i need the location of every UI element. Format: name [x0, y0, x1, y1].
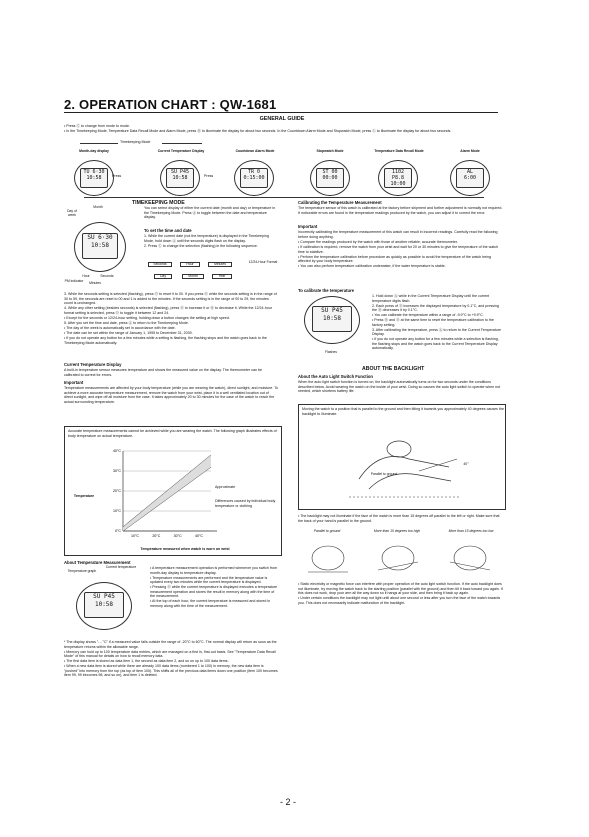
set-time-heading: To set the time and date	[144, 228, 192, 233]
more-step: 4. While any other setting (besides seconds) is selected (flashing), press Ⓓ to increase it or Ⓑ to decrease it. While the 12/24-hour format setting is selected, press Ⓓ to toggle it between 12 and 24.	[64, 306, 272, 315]
important-text: Temperature measurements are affected by your body temperature (while you are wearing the watch), direct sunlight, and moisture. To achieve a more accurate temperature measurement, remove the watch from your wrist, place it in a well ventilated location out of direct sunlight, and wipe off all moisture from the case. It takes approximately 20 to 30 minutes for the case of the watch to reach the actual surrounding temperature.	[64, 386, 279, 404]
measurement-note: * The display shows "- - °C" if a measured value falls outside the range of -20°C to 60°C. The normal display will return as soon as the temperature returns within the allowable range.	[64, 640, 277, 649]
graph-ylabel: Temperature	[73, 494, 95, 498]
press-label: Press	[204, 174, 214, 178]
figure-too-high-line	[378, 562, 418, 570]
calibrate-procedure-heading: To calibrate the temperature	[298, 288, 355, 293]
calibrating-important-heading: Important	[298, 224, 318, 229]
figure-parallel	[312, 546, 344, 570]
measurement-bullet: • Pressing Ⓓ while the current temperature is displayed executes a temperature measurement operation and stores the result in memory along with the time of the measurement.	[150, 585, 278, 599]
page-number: - 2 -	[280, 797, 297, 807]
watch-display	[240, 168, 268, 188]
lcd-bottom: 10:00	[390, 181, 406, 187]
more-step: • The date can be set within the range of January 1, 1995 to December 31, 2039.	[64, 330, 193, 335]
seq-day: Day	[154, 274, 172, 279]
timekeeping-bracket-label: Timekeeping Mode	[120, 140, 151, 144]
set-step: 1. While the current date (not the temperature) is displayed in the Timekeeping Mode, hold down Ⓐ until the seconds digits flash on the display.	[144, 234, 269, 243]
label-day-of-week: Day of week	[67, 209, 77, 217]
graph-caption: Temperature measured when watch is worn on wrist	[140, 547, 230, 551]
angle-label: 40°	[463, 462, 469, 466]
graph-x-tick: 20°C	[152, 534, 161, 538]
mode-label-countdown: Countdown Alarm Mode	[235, 149, 275, 153]
label-temperature-graph: Temperature graph	[67, 569, 97, 573]
backlight-bullet: • Under certain conditions the backlight may not light until about one second or less after you turn the face of the watch towards you. This does not necessarily indicate malfunction of the backlight.	[298, 596, 501, 605]
watch-display	[80, 168, 108, 188]
flashes-label: Flashes	[325, 350, 337, 354]
graph-band	[123, 455, 211, 531]
current-temp-text: A built-in temperature sensor measures temperature and shows the measured value on the display. The thermometer can be calibrated to correct for errors.	[64, 368, 263, 377]
calibrate-step: 2. Each press of Ⓓ increases the displayed temperature by 0.1°C, and pressing the Ⓑ decreases it by 0.1°C.	[372, 303, 499, 313]
calibrate-step: • If you do not operate any button for a few minutes while a selection is flashing, the flashing stops and the watch goes back to the Current Temperature Display automatically.	[372, 337, 499, 351]
important-heading: Important	[64, 380, 84, 385]
more-step: 3. While the seconds setting is selected (flashing), press Ⓓ to reset it to 00. If you press Ⓓ while the seconds setting is in the range of 30 to 59, the seconds are reset to 00 and 1 is added to the minutes. If the seconds setting is in the range of 00 to 29, the minutes count is unchanged.	[64, 292, 277, 305]
label-month: Month	[93, 205, 103, 209]
lcd-top: ST 00	[322, 169, 338, 175]
lcd-bottom: 10:58	[172, 175, 188, 181]
more-step: 5. After you set the time and date, press Ⓐ to return to the Timekeeping Mode.	[64, 320, 189, 325]
calibrating-bullets	[298, 240, 504, 269]
lcd-bottom: 6:00	[463, 175, 477, 181]
graph-x-tick: 10°C	[130, 534, 140, 538]
more-step: • If you do not operate any button for a few minutes while a setting is flashing, the flashing stops and the watch goes back to the Timekeeping Mode automatically.	[64, 336, 267, 345]
more-step: • The day of the week is automatically set in accordance with the date.	[64, 325, 176, 330]
graph-y-tick: 0°C	[114, 529, 121, 534]
backlight-note: • The backlight may not illuminate if the face of the watch is more than 15 degrees off parallel to the left or right. Make sure that the back of your hand is parallel to the ground.	[298, 514, 500, 523]
backlight-bullets	[298, 582, 504, 606]
calibrate-step: 1. Hold down Ⓐ while in the Current Temperature Display until the current temperature digits flash.	[372, 294, 490, 303]
seq-minutes: Minutes	[208, 262, 232, 267]
graph-y-tick: 10°C	[112, 509, 121, 514]
more-step: • Except for the seconds or 12/24-hour setting, holding down a button changes the setting at high speed.	[64, 315, 230, 320]
figure-too-low	[454, 546, 486, 570]
angle-figures	[298, 530, 504, 578]
fig-label-too-high: More than 15 degrees too high	[373, 529, 421, 533]
measurement-bullet: • At the top of each hour, the current temperature is measured and stored in memory along with the time of the measurement.	[150, 599, 271, 608]
calibrating-bullet: • Perform the temperature calibration before procedure as quickly as possible to avoid the temperature of the watch being affected by your body temperature.	[298, 254, 492, 264]
lcd-top: SU P45	[321, 307, 343, 314]
set-step: 2. Press Ⓒ to change the selection (flashing) in the following sequence.	[144, 243, 258, 248]
auto-light-heading: About the Auto Light Switch Function	[298, 374, 373, 379]
auto-light-text: When the auto light switch function is turned on, the backlight automatically turns on for two seconds under the conditions described below. Avoid wearing the watch on the inside of your wrist. Doing so causes the auto light switch to operate when not needed, which shortens battery life.	[298, 380, 501, 393]
seq-seconds: Seconds	[148, 262, 172, 267]
watch-display	[456, 168, 484, 188]
calibrating-text: The temperature sensor of this watch is calibrated at the factory before shipment and further adjustment is normally not required. If noticeable errors are found in the temperature readings produced by the watch, you can adjust it to correct the error.	[298, 206, 503, 215]
set-time-steps	[144, 234, 278, 249]
watch-display	[82, 233, 118, 259]
graph-x-tick: 40°C	[194, 534, 204, 538]
calibrate-step: • Press Ⓑ and Ⓓ at the same time to reset the temperature calibration to the factory setting.	[372, 318, 494, 327]
graph-differences-label: Differences caused by individual body temperature or clothing	[215, 499, 276, 508]
seq-month: Month	[182, 274, 204, 279]
lcd-bottom: 10:58	[86, 175, 102, 181]
lcd-bottom: 10:58	[322, 315, 342, 322]
mode-label-stopwatch: Stopwatch Mode	[316, 149, 344, 153]
temperature-graph-box	[64, 426, 282, 556]
lcd-top: SU 6·30	[87, 234, 113, 241]
timekeeping-heading: TIMEKEEPING MODE	[132, 200, 185, 206]
mode-label-temp-recall: Temperature Data Recall Mode	[374, 149, 424, 153]
label-pm: PM indicator	[64, 279, 84, 283]
watch-display	[166, 168, 194, 188]
figure-too-low-line	[450, 562, 490, 570]
lcd-top: SU P45	[170, 169, 190, 175]
graph-x-tick: 30°C	[173, 534, 182, 538]
lcd-bottom: 10:58	[94, 601, 114, 608]
press-label: Press	[112, 174, 122, 178]
seq-year: Year	[212, 274, 232, 279]
figure-too-high	[382, 546, 414, 570]
current-temp-heading: Current Temperature Display	[64, 362, 122, 367]
calibrating-bullet: • Compare the readings produced by the watch with those of another reliable, accurate thermometer.	[298, 240, 458, 244]
measurement-notes	[64, 640, 278, 678]
timekeeping-intro: You can select display of either the current date (month and day) or temperature in the Timekeeping Mode. Press Ⓐ to toggle between the date and temperature display.	[144, 206, 276, 219]
calibrating-important-text: Incorrectly calibrating the temperature measurement of this watch can result in incorrect readings. Carefully read the following before doing anything.	[298, 230, 498, 239]
lcd-top: SU P45	[93, 593, 115, 600]
watch-display	[384, 168, 412, 188]
angle-line	[419, 459, 457, 471]
seq-format: 12/24-Hour Format	[248, 260, 278, 264]
lcd-bottom: 0:15:00	[243, 175, 265, 181]
measurement-note: • Memory can hold up to 100 temperature data entries, which are managed on a first in, first-out basis. See "Temperature Data Recall Mode" of this manual for details on how to recall memory data.	[64, 649, 276, 659]
setting-sequence	[148, 262, 280, 284]
bracket-line	[80, 143, 118, 144]
backlight-heading: ABOUT THE BACKLIGHT	[362, 366, 425, 372]
measurement-bullets	[150, 566, 280, 609]
label-seconds: Seconds	[100, 274, 114, 278]
graph-y-tick: 30°C	[112, 469, 121, 474]
label-current-temperature: Current temperature	[105, 565, 137, 569]
seq-hour: Hour	[180, 262, 200, 267]
general-guide-bullet: • In the Timekeeping Mode, Temperature Data Recall Mode and Alarm Mode, press Ⓑ to illuminate the display for about two seconds. In the Countdown Alarm Mode and Stopwatch Mode, press Ⓛ to illuminate the display for about two seconds.	[64, 129, 452, 134]
measurement-diagram	[64, 566, 148, 632]
parallel-label: Parallel to ground	[370, 472, 398, 476]
calibrating-heading: Calibrating the Temperature Measurement	[298, 200, 382, 205]
mode-return-line	[84, 197, 484, 198]
bracket-line	[162, 143, 202, 144]
calibrate-steps	[372, 294, 504, 352]
graph-approximate-label: Approximate	[215, 485, 236, 489]
measurement-bullet: • Temperature measurements are performed and the temperature value is updated every two minutes while the current temperature is displayed.	[150, 575, 268, 585]
watch-face-outline	[387, 441, 411, 457]
lcd-bottom: 00:00	[322, 175, 338, 181]
mode-label-alarm: Alarm Mode	[460, 149, 480, 153]
measurement-note: • The first data item is stored as data item 1, the second as data item 2, and so on up to 100 data items.	[64, 659, 229, 664]
lcd-top: AL	[466, 169, 474, 175]
label-hour: Hour	[82, 274, 90, 278]
general-guide-bullet: • Press Ⓒ to change from mode to mode.	[64, 124, 130, 128]
fig-label-too-low: More than 15 degrees too low	[448, 529, 494, 533]
label-minutes: Minutes	[89, 281, 101, 285]
tilt-illustration	[339, 419, 469, 507]
page-title: 2. OPERATION CHART : QW-1681	[64, 97, 277, 112]
general-guide-heading: GENERAL GUIDE	[259, 116, 305, 122]
graph-y-tick: 40°C	[112, 449, 121, 454]
angle-figure-drawings	[298, 540, 504, 576]
measurement-note: • When a new data item is stored while there are already 100 data items (numbered 1 to 100) in memory, the new data item is "pushed" into memory from the top (as top of item 100). This shifts all of the previous data items down one position (item 100 becomes item 99, 99 becomes 98, and so on), and item 1 is deleted.	[64, 664, 278, 678]
calibrating-bullet: • If calibration is required, remove the watch from your wrist and wait for 20 or 30 minutes to give the temperature of the watch time to stabilize.	[298, 245, 499, 254]
watch-display	[84, 592, 124, 618]
temperature-graph	[101, 447, 221, 543]
watch-display	[312, 306, 352, 332]
backlight-bullet: • Static electricity or magnetic force can interfere with proper operation of the auto light switch function. If the auto backlight does not illuminate, try moving the watch back to the starting position (parallel with the ground) and then tilt it back toward you again. If this does not work, drop your arm all the way down so it hangs at your side, and then bring it back up again.	[298, 582, 503, 595]
auto-light-box	[298, 404, 506, 510]
watch-display	[316, 168, 344, 188]
calibrate-step: • You can calibrate the temperature within a range of -9.9°C to +9.9°C.	[372, 313, 484, 318]
lcd-top: 1102 P8.8	[391, 169, 405, 181]
measurement-bullet: • A temperature measurement operation is performed whenever you switch from month-day display to temperature display.	[150, 566, 278, 575]
timekeeping-more-steps	[64, 292, 278, 346]
about-measurement-heading: About Temperature Measurement	[64, 560, 131, 565]
lcd-top: TR 0	[247, 169, 261, 175]
calibrate-diagram	[300, 294, 364, 358]
mode-label-current-temp: Current Temperature Display	[157, 149, 205, 153]
title-rule	[64, 112, 498, 113]
fig-label-parallel: Parallel to ground	[313, 529, 341, 533]
calibrating-bullet: • You can also perform temperature calibration underwater, if the water temperature is stable.	[298, 264, 446, 269]
mode-label-month-day: Month-day display	[79, 149, 109, 153]
lcd-top: TU 6·30	[83, 169, 105, 175]
graph-intro: Accurate temperature measurements cannot be achieved while you are wearing the watch. The following graph illustrates effects of body temperature on actual temperature.	[68, 429, 277, 438]
timekeeping-diagram	[64, 206, 132, 290]
general-guide-text	[64, 124, 502, 134]
lcd-bottom: 10:58	[90, 242, 110, 249]
auto-light-box-text: Moving the watch to a position that is parallel to the ground and then tilting it towards you approximately 40 degrees causes the backlight to illuminate.	[302, 407, 504, 416]
graph-y-tick: 20°C	[112, 489, 121, 494]
mode-chart	[64, 150, 504, 198]
calibrate-step: 3. After calibrating the temperature, press Ⓐ to return to the Current Temperature Display.	[372, 327, 501, 337]
